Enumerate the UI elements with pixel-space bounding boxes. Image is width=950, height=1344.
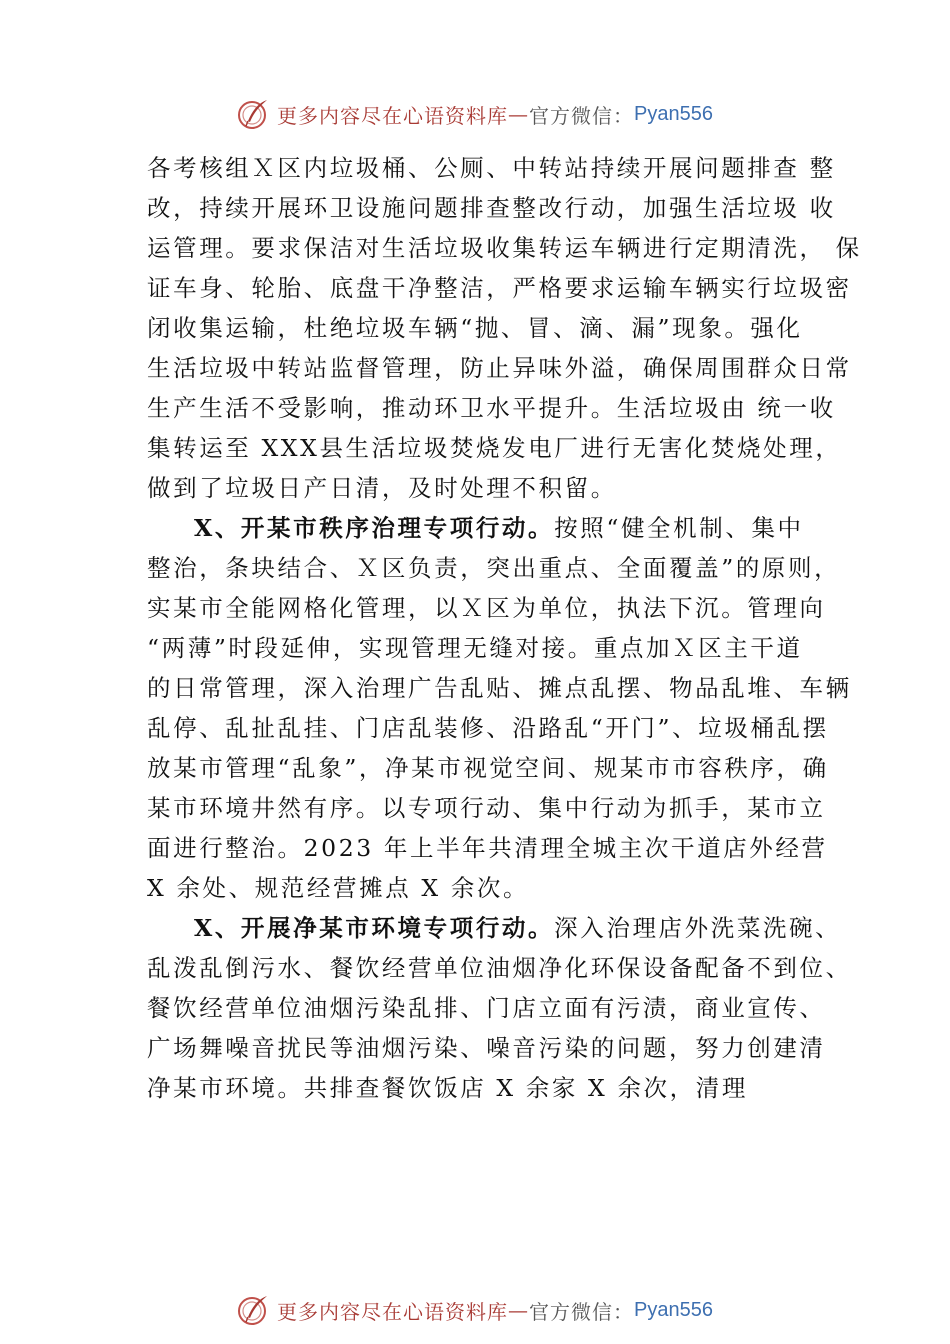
section-heading: X、开展净某市环境专项行动。 — [194, 914, 555, 942]
text-line: 闭收集运输，杜绝垃圾车辆“抛、冒、滴、漏”现象。强化 — [147, 314, 803, 342]
paragraph-first-line — [147, 908, 842, 948]
text-line: 某市环境井然有序。以专项行动、集中行动为抓手，某市立 — [147, 794, 826, 822]
banner-wechat-id: Pyan556 — [634, 102, 713, 125]
paragraph-3 — [147, 908, 852, 1108]
text-line: 实某市全能网格化管理，以Ｘ区为单位，执法下沉。管理向 — [147, 594, 826, 622]
text-line: X 余处、规范经营摊点 X 余次。 — [147, 874, 530, 902]
text-line: 餐饮经营单位油烟污染乱排、门店立面有污渍，商业宣传、 — [147, 994, 826, 1022]
banner-wechat-id: Pyan556 — [634, 1298, 713, 1321]
paragraph-1 — [147, 148, 862, 508]
quill-logo-icon — [237, 97, 271, 131]
text-line: 乱停、乱扯乱挂、门店乱装修、沿路乱“开门”、垃圾桶乱摆 — [147, 714, 829, 742]
text-line: 做到了垃圾日产日清，及时处理不积留。 — [147, 474, 617, 502]
text-line: 乱泼乱倒污水、餐饮经营单位油烟净化环保设备配备不到位、 — [147, 954, 852, 982]
text-line: 的日常管理，深入治理广告乱贴、摊点乱摆、物品乱堆、车辆 — [147, 674, 852, 702]
section-heading: X、开某市秩序治理专项行动。 — [194, 514, 555, 542]
text-line: 运管理。要求保洁对生活垃圾收集转运车辆进行定期清洗， 保 — [147, 234, 862, 262]
text-line: 证车身、轮胎、底盘干净整洁，严格要求运输车辆实行垃圾密 — [147, 274, 852, 302]
document-body — [147, 148, 862, 1108]
header-banner — [0, 94, 950, 134]
footer-banner — [0, 1290, 950, 1330]
text-line: 集转运至 XXX县生活垃圾焚烧发电厂进行无害化焚烧处理， — [147, 434, 842, 462]
text-line: 生产生活不受影响，推动环卫水平提升。生活垃圾由 统一收 — [147, 394, 836, 422]
banner-subtitle: 官方微信： — [529, 1299, 635, 1324]
text-line: 整治，条块结合、Ｘ区负责，突出重点、全面覆盖”的原则， — [147, 554, 841, 582]
text-line: 改，持续开展环卫设施问题排查整改行动，加强生活垃圾 收 — [147, 194, 836, 222]
text-line: 各考核组Ｘ区内垃圾桶、公厕、中转站持续开展问题排查 整 — [147, 154, 836, 182]
text-line: 广场舞噪音扰民等油烟污染、噪音污染的问题，努力创建清 — [147, 1034, 826, 1062]
paragraph-2 — [147, 508, 852, 908]
quill-logo-icon — [237, 1293, 271, 1327]
text-span: 按照“健全机制、集中 — [554, 514, 804, 542]
text-line: 面进行整治。2023 年上半年共清理全城主次干道店外经营 — [147, 834, 828, 862]
banner-title: 更多内容尽在心语资料库 — [277, 103, 509, 128]
text-line: 净某市环境。共排查餐饮饭店 X 余家 X 余次，清理 — [147, 1074, 748, 1102]
banner-dash: — — [508, 102, 530, 126]
text-line: “两薄”时段延伸，实现管理无缝对接。重点加Ｘ区主干道 — [147, 634, 803, 662]
paragraph-first-line — [147, 508, 837, 548]
banner-subtitle: 官方微信： — [529, 103, 635, 128]
text-span: 深入治理店外洗菜洗碗、 — [554, 914, 842, 942]
banner-title: 更多内容尽在心语资料库 — [277, 1299, 509, 1324]
text-line: 生活垃圾中转站监督管理，防止异味外溢，确保周围群众日常 — [147, 354, 852, 382]
text-line: 放某市管理“乱象”，净某市视觉空间、规某市市容秩序，确 — [147, 754, 829, 782]
banner-dash: — — [508, 1298, 530, 1322]
